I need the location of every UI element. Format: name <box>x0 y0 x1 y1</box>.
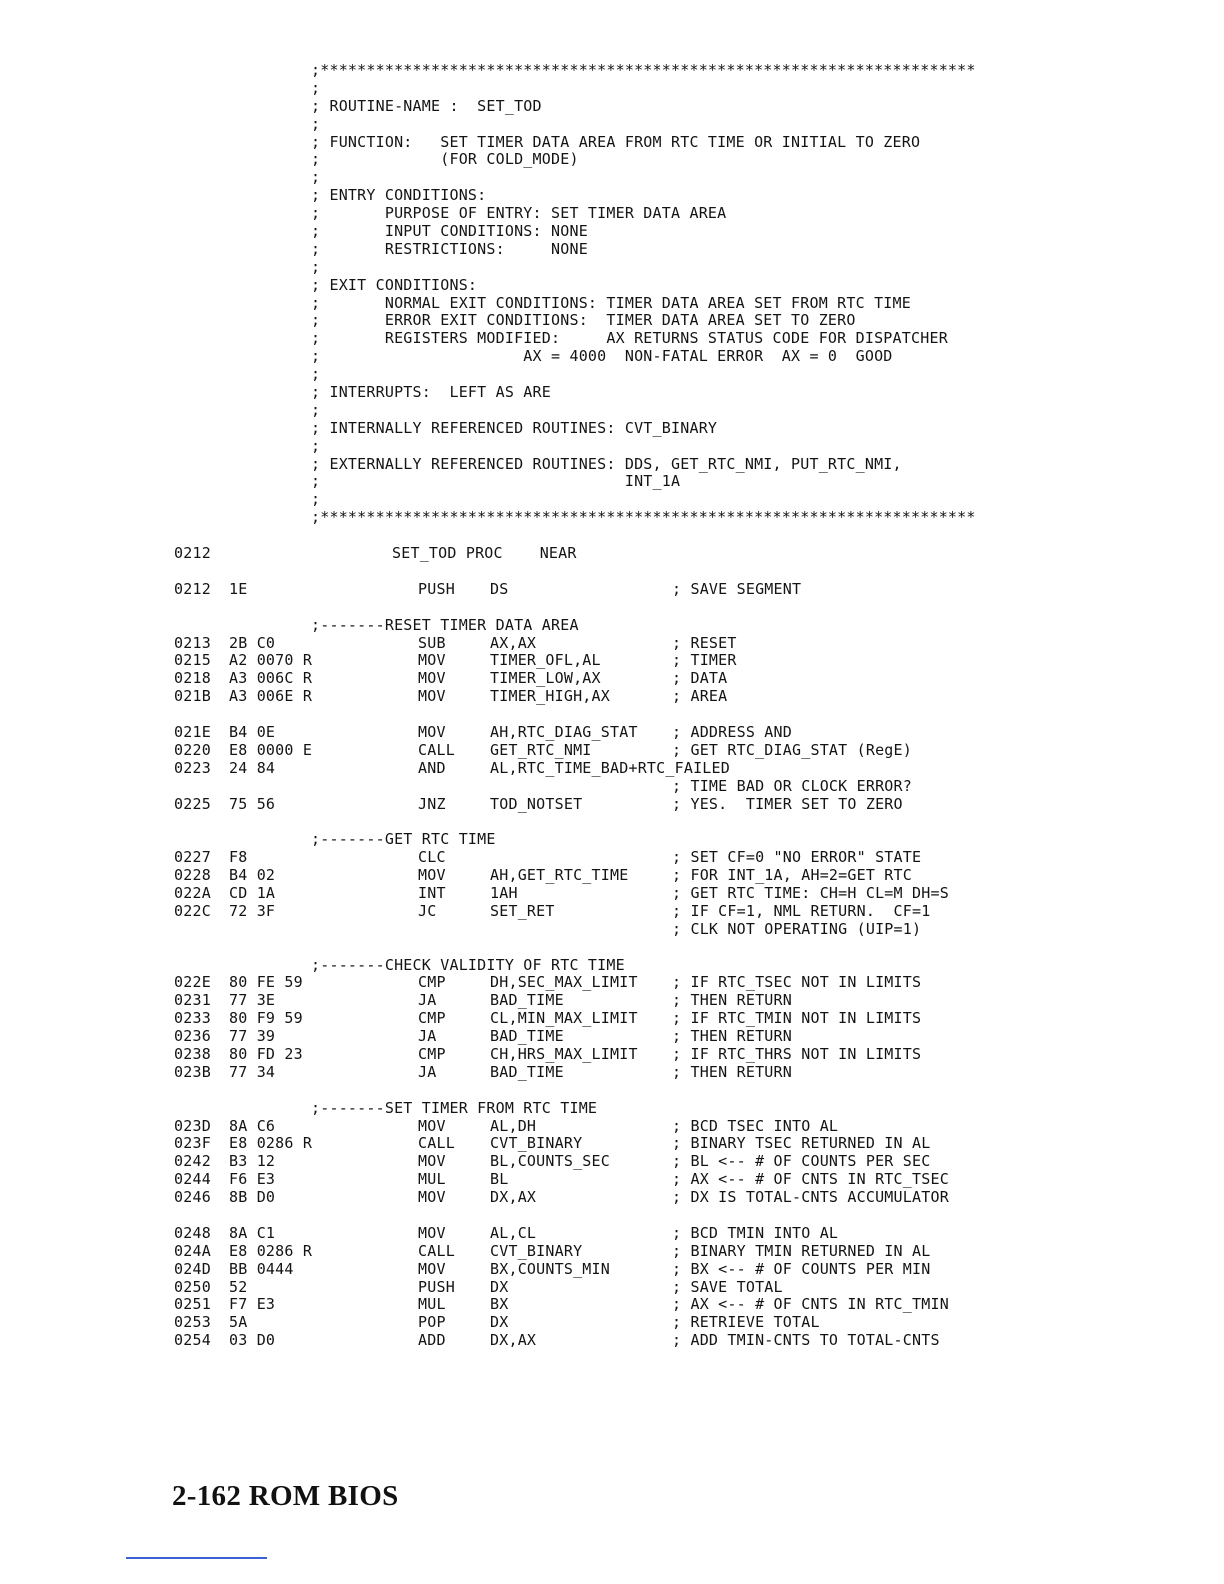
inline-comment: ; AX <-- # OF CNTS IN RTC_TMIN <box>672 1295 949 1314</box>
opcode: MOV <box>418 651 446 670</box>
operands: CH,HRS_MAX_LIMIT <box>490 1044 638 1063</box>
operands: DX <box>490 1277 509 1296</box>
opcode: INT <box>418 883 446 902</box>
header-comment-text: ; (FOR COLD_MODE) <box>311 150 579 169</box>
inline-comment: ; IF RTC_TMIN NOT IN LIMITS <box>672 1009 922 1028</box>
opcode: JA <box>418 1027 437 1046</box>
operands: BL,COUNTS_SEC <box>490 1152 610 1171</box>
header-comment-line <box>0 420 1224 438</box>
opcode: MUL <box>418 1170 446 1189</box>
section-comment-line <box>0 831 1224 849</box>
address: 0246 <box>174 1188 211 1207</box>
inline-comment: ; DATA <box>672 669 728 688</box>
operands: TIMER_LOW,AX <box>490 669 601 688</box>
operands: DS <box>490 579 509 598</box>
operands: AH,GET_RTC_TIME <box>490 866 629 885</box>
inline-comment: ; TIMER <box>672 651 737 670</box>
object-code: B4 0E <box>229 722 276 741</box>
code-line <box>0 903 1224 921</box>
header-comment-line <box>0 438 1224 456</box>
inline-comment: ; SET CF=0 "NO ERROR" STATE <box>672 848 922 867</box>
code-line <box>0 1243 1224 1261</box>
address: 0253 <box>174 1313 211 1332</box>
opcode: MOV <box>418 1188 446 1207</box>
operands: CVT_BINARY <box>490 1134 583 1153</box>
code-line <box>0 1261 1224 1279</box>
header-comment-line <box>0 348 1224 366</box>
header-comment-text: ; PURPOSE OF ENTRY: SET TIMER DATA AREA <box>311 204 727 223</box>
object-code: 5A <box>229 1313 248 1332</box>
code-line <box>0 1046 1224 1064</box>
opcode: MOV <box>418 687 446 706</box>
inline-comment: ; GET RTC TIME: CH=H CL=M DH=S <box>672 883 949 902</box>
operands: BX <box>490 1295 509 1314</box>
object-code: 52 <box>229 1277 248 1296</box>
code-line <box>0 1153 1224 1171</box>
header-comment-text: ; NORMAL EXIT CONDITIONS: TIMER DATA AREA SET FROM RTC TIME <box>311 293 911 312</box>
opcode: MOV <box>418 1259 446 1278</box>
opcode: PUSH <box>418 1277 455 1296</box>
code-line <box>0 1171 1224 1189</box>
header-comment-line <box>0 384 1224 402</box>
inline-comment: ; THEN RETURN <box>672 991 792 1010</box>
code-line <box>0 1118 1224 1136</box>
inline-comment: ; IF RTC_TSEC NOT IN LIMITS <box>672 973 922 992</box>
header-comment-line <box>0 277 1224 295</box>
inline-comment: ; BINARY TMIN RETURNED IN AL <box>672 1241 931 1260</box>
header-comment-text: ; ENTRY CONDITIONS: <box>311 186 487 205</box>
code-line <box>0 545 1224 563</box>
code-line <box>0 1028 1224 1046</box>
code-line <box>0 796 1224 814</box>
header-comment-line <box>0 62 1224 80</box>
inline-comment: ; BCD TSEC INTO AL <box>672 1116 839 1135</box>
object-code: 8A C1 <box>229 1223 276 1242</box>
operands: BAD_TIME <box>490 1027 564 1046</box>
address: 0233 <box>174 1009 211 1028</box>
operands: AL,CL <box>490 1223 537 1242</box>
code-line <box>0 992 1224 1010</box>
object-code: E8 0286 R <box>229 1241 313 1260</box>
header-comment-line <box>0 330 1224 348</box>
object-code: BB 0444 <box>229 1259 294 1278</box>
header-comment-line <box>0 134 1224 152</box>
blank-line <box>0 1207 1224 1225</box>
code-line <box>0 581 1224 599</box>
header-comment-text: ; INPUT CONDITIONS: NONE <box>311 222 588 241</box>
opcode: JNZ <box>418 794 446 813</box>
code-line <box>0 1225 1224 1243</box>
object-code: B3 12 <box>229 1152 276 1171</box>
footer-rule <box>126 1557 267 1559</box>
opcode: CMP <box>418 973 446 992</box>
inline-comment: ; IF RTC_THRS NOT IN LIMITS <box>672 1044 922 1063</box>
header-comment-line <box>0 259 1224 277</box>
opcode: JC <box>418 901 437 920</box>
operands: TIMER_OFL,AL <box>490 651 601 670</box>
object-code: 77 34 <box>229 1062 276 1081</box>
operands: BL <box>490 1170 509 1189</box>
code-line <box>0 849 1224 867</box>
object-code: E8 0000 E <box>229 740 313 759</box>
page-footer-title: 2-162 ROM BIOS <box>172 1480 399 1512</box>
code-listing <box>0 62 1224 1350</box>
operands: DH,SEC_MAX_LIMIT <box>490 973 638 992</box>
address: 022A <box>174 883 211 902</box>
blank-line <box>0 527 1224 545</box>
address: 0227 <box>174 848 211 867</box>
object-code: 8A C6 <box>229 1116 276 1135</box>
opcode: CMP <box>418 1044 446 1063</box>
operands: GET_RTC_NMI <box>490 740 592 759</box>
header-comment-text: ; AX = 4000 NON-FATAL ERROR AX = 0 GOOD <box>311 347 893 366</box>
section-comment: ;-------SET TIMER FROM RTC TIME <box>311 1098 598 1117</box>
address: 0242 <box>174 1152 211 1171</box>
blank-line <box>0 813 1224 831</box>
opcode: CLC <box>418 848 446 867</box>
opcode: JA <box>418 1062 437 1081</box>
inline-comment: ; SAVE SEGMENT <box>672 579 802 598</box>
object-code: F7 E3 <box>229 1295 276 1314</box>
header-comment-text: ;*********************************************************************** <box>311 508 976 527</box>
inline-comment: ; GET RTC_DIAG_STAT (RegE) <box>672 740 912 759</box>
blank-line <box>0 563 1224 581</box>
opcode: CALL <box>418 1134 455 1153</box>
inline-comment: ; THEN RETURN <box>672 1027 792 1046</box>
inline-comment: ; RESET <box>672 633 737 652</box>
operands: TOD_NOTSET <box>490 794 583 813</box>
code-line <box>0 1064 1224 1082</box>
address: 0244 <box>174 1170 211 1189</box>
code-line <box>0 921 1224 939</box>
header-comment-text: ; <box>311 436 321 455</box>
header-comment-text: ; <box>311 78 321 97</box>
object-code: 8B D0 <box>229 1188 276 1207</box>
opcode: MOV <box>418 866 446 885</box>
section-comment: ;-------CHECK VALIDITY OF RTC TIME <box>311 955 625 974</box>
inline-comment: ; AX <-- # OF CNTS IN RTC_TSEC <box>672 1170 949 1189</box>
address: 0231 <box>174 991 211 1010</box>
object-code: 03 D0 <box>229 1331 276 1350</box>
header-comment-line <box>0 509 1224 527</box>
header-comment-text: ; <box>311 365 321 384</box>
operands: DX,AX <box>490 1331 537 1350</box>
operands: BX,COUNTS_MIN <box>490 1259 610 1278</box>
code-line <box>0 1296 1224 1314</box>
opcode: PUSH <box>418 579 455 598</box>
code-line <box>0 1010 1224 1028</box>
header-comment-text: ; <box>311 400 321 419</box>
inline-comment: ; IF CF=1, NML RETURN. CF=1 <box>672 901 931 920</box>
section-comment-line <box>0 617 1224 635</box>
header-comment-text: ; INTERNALLY REFERENCED ROUTINES: CVT_BINARY <box>311 418 718 437</box>
opcode: CALL <box>418 740 455 759</box>
address: 0228 <box>174 866 211 885</box>
address: 021E <box>174 722 211 741</box>
header-comment-line <box>0 491 1224 509</box>
object-code: 77 3E <box>229 991 276 1010</box>
header-comment-line <box>0 116 1224 134</box>
object-code: 24 84 <box>229 758 276 777</box>
proc-label: SET_TOD PROC NEAR <box>392 544 577 563</box>
opcode: AND <box>418 758 446 777</box>
section-comment: ;-------RESET TIMER DATA AREA <box>311 615 579 634</box>
header-comment-line <box>0 366 1224 384</box>
inline-comment: ; BL <-- # OF COUNTS PER SEC <box>672 1152 931 1171</box>
header-comment-line <box>0 456 1224 474</box>
code-line <box>0 652 1224 670</box>
operands: TIMER_HIGH,AX <box>490 687 610 706</box>
header-comment-line <box>0 205 1224 223</box>
header-comment-text: ; FUNCTION: SET TIMER DATA AREA FROM RTC TIME OR INITIAL TO ZERO <box>311 132 921 151</box>
blank-line <box>0 706 1224 724</box>
address: 0236 <box>174 1027 211 1046</box>
operands: AL,DH <box>490 1116 537 1135</box>
code-line <box>0 778 1224 796</box>
address: 023F <box>174 1134 211 1153</box>
code-line <box>0 635 1224 653</box>
inline-comment: ; CLK NOT OPERATING (UIP=1) <box>672 919 922 938</box>
opcode: JA <box>418 991 437 1010</box>
section-comment: ;-------GET RTC TIME <box>311 830 496 849</box>
opcode: MOV <box>418 669 446 688</box>
code-line <box>0 885 1224 903</box>
object-code: 72 3F <box>229 901 276 920</box>
header-comment-line <box>0 187 1224 205</box>
header-comment-line <box>0 223 1224 241</box>
code-line <box>0 1279 1224 1297</box>
object-code: CD 1A <box>229 883 276 902</box>
code-line <box>0 867 1224 885</box>
object-code: B4 02 <box>229 866 276 885</box>
code-line <box>0 1189 1224 1207</box>
address: 023B <box>174 1062 211 1081</box>
inline-comment: ; BINARY TSEC RETURNED IN AL <box>672 1134 931 1153</box>
inline-comment: ; BX <-- # OF COUNTS PER MIN <box>672 1259 931 1278</box>
header-comment-text: ; INTERRUPTS: LEFT AS ARE <box>311 383 551 402</box>
header-comment-text: ; RESTRICTIONS: NONE <box>311 239 588 258</box>
opcode: MOV <box>418 1223 446 1242</box>
header-comment-text: ; INT_1A <box>311 472 681 491</box>
address: 0248 <box>174 1223 211 1242</box>
object-code: 2B C0 <box>229 633 276 652</box>
opcode: CMP <box>418 1009 446 1028</box>
inline-comment: ; AREA <box>672 687 728 706</box>
opcode: POP <box>418 1313 446 1332</box>
header-comment-text: ; ROUTINE-NAME : SET_TOD <box>311 96 542 115</box>
section-comment-line <box>0 957 1224 975</box>
header-comment-text: ;*********************************************************************** <box>311 61 976 79</box>
object-code: F6 E3 <box>229 1170 276 1189</box>
address: 022C <box>174 901 211 920</box>
opcode: MOV <box>418 722 446 741</box>
code-line <box>0 1314 1224 1332</box>
address: 0254 <box>174 1331 211 1350</box>
inline-comment: ; SAVE TOTAL <box>672 1277 783 1296</box>
operands: CVT_BINARY <box>490 1241 583 1260</box>
object-code: A2 0070 R <box>229 651 313 670</box>
opcode: MUL <box>418 1295 446 1314</box>
header-comment-text: ; <box>311 257 321 276</box>
object-code: 75 56 <box>229 794 276 813</box>
object-code: 77 39 <box>229 1027 276 1046</box>
object-code: 80 FE 59 <box>229 973 303 992</box>
address: 0213 <box>174 633 211 652</box>
code-line <box>0 974 1224 992</box>
address: 0251 <box>174 1295 211 1314</box>
address: 021B <box>174 687 211 706</box>
object-code: 1E <box>229 579 248 598</box>
operands: BAD_TIME <box>490 1062 564 1081</box>
inline-comment: ; ADD TMIN-CNTS TO TOTAL-CNTS <box>672 1331 940 1350</box>
header-comment-line <box>0 151 1224 169</box>
header-comment-line <box>0 312 1224 330</box>
inline-comment: ; FOR INT_1A, AH=2=GET RTC <box>672 866 912 885</box>
code-line <box>0 742 1224 760</box>
address: 0250 <box>174 1277 211 1296</box>
header-comment-line <box>0 80 1224 98</box>
inline-comment: ; TIME BAD OR CLOCK ERROR? <box>672 776 912 795</box>
inline-comment: ; RETRIEVE TOTAL <box>672 1313 820 1332</box>
object-code: A3 006C R <box>229 669 313 688</box>
opcode: MOV <box>418 1152 446 1171</box>
header-comment-text: ; REGISTERS MODIFIED: AX RETURNS STATUS CODE FOR DISPATCHER <box>311 329 948 348</box>
header-comment-line <box>0 473 1224 491</box>
object-code: 80 FD 23 <box>229 1044 303 1063</box>
blank-line <box>0 599 1224 617</box>
inline-comment: ; BCD TMIN INTO AL <box>672 1223 839 1242</box>
operands: BAD_TIME <box>490 991 564 1010</box>
opcode: SUB <box>418 633 446 652</box>
operands: DX <box>490 1313 509 1332</box>
address: 0223 <box>174 758 211 777</box>
code-line <box>0 670 1224 688</box>
object-code: E8 0286 R <box>229 1134 313 1153</box>
opcode: CALL <box>418 1241 455 1260</box>
code-line <box>0 724 1224 742</box>
header-comment-line <box>0 295 1224 313</box>
operands: AX,AX <box>490 633 537 652</box>
code-line <box>0 1332 1224 1350</box>
header-comment-line <box>0 402 1224 420</box>
header-comment-text: ; <box>311 490 321 509</box>
header-comment-line <box>0 241 1224 259</box>
address: 0238 <box>174 1044 211 1063</box>
address: 0212 <box>174 544 211 563</box>
code-line <box>0 760 1224 778</box>
address: 0212 <box>174 579 211 598</box>
operands: CL,MIN_MAX_LIMIT <box>490 1009 638 1028</box>
object-code: A3 006E R <box>229 687 313 706</box>
operands: SET_RET <box>490 901 555 920</box>
opcode: MOV <box>418 1116 446 1135</box>
address: 0220 <box>174 740 211 759</box>
operands: AL,RTC_TIME_BAD+RTC_FAILED <box>490 758 730 777</box>
operands: AH,RTC_DIAG_STAT <box>490 722 638 741</box>
inline-comment: ; YES. TIMER SET TO ZERO <box>672 794 903 813</box>
address: 0225 <box>174 794 211 813</box>
header-comment-text: ; EXIT CONDITIONS: <box>311 275 478 294</box>
blank-line <box>0 1082 1224 1100</box>
address: 022E <box>174 973 211 992</box>
section-comment-line <box>0 1100 1224 1118</box>
header-comment-text: ; ERROR EXIT CONDITIONS: TIMER DATA AREA SET TO ZERO <box>311 311 856 330</box>
operands: 1AH <box>490 883 518 902</box>
header-comment-line <box>0 98 1224 116</box>
address: 024D <box>174 1259 211 1278</box>
inline-comment: ; ADDRESS AND <box>672 722 792 741</box>
object-code: 80 F9 59 <box>229 1009 303 1028</box>
inline-comment: ; THEN RETURN <box>672 1062 792 1081</box>
object-code: F8 <box>229 848 248 867</box>
header-comment-line <box>0 169 1224 187</box>
address: 024A <box>174 1241 211 1260</box>
header-comment-text: ; <box>311 168 321 187</box>
code-line <box>0 1135 1224 1153</box>
address: 0215 <box>174 651 211 670</box>
blank-line <box>0 939 1224 957</box>
code-line <box>0 688 1224 706</box>
operands: DX,AX <box>490 1188 537 1207</box>
address: 023D <box>174 1116 211 1135</box>
header-comment-text: ; <box>311 114 321 133</box>
header-comment-text: ; EXTERNALLY REFERENCED ROUTINES: DDS, GET_RTC_NMI, PUT_RTC_NMI, <box>311 454 902 473</box>
opcode: ADD <box>418 1331 446 1350</box>
inline-comment: ; DX IS TOTAL-CNTS ACCUMULATOR <box>672 1188 949 1207</box>
address: 0218 <box>174 669 211 688</box>
